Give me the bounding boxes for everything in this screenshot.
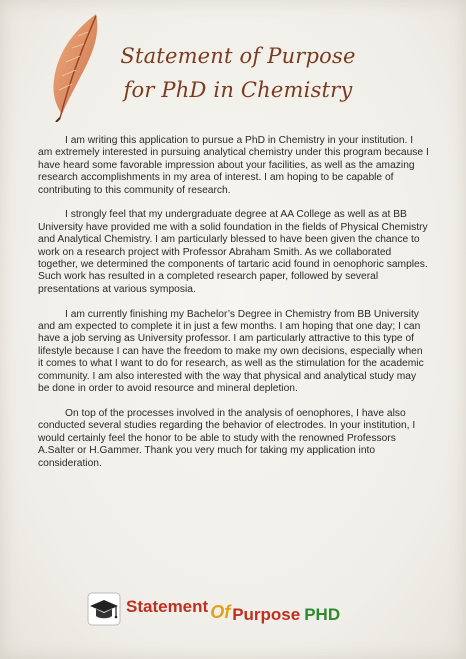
logo-word-of: Of <box>210 602 231 622</box>
logo-wordmark <box>126 596 341 624</box>
paragraph: On top of the processes involved in the analysis of oenophores, I have also conducted several studies regarding the behavior of electrodes. In your institution, I would certainly feel the honor to be able to study with the renowned Professors A.Salter or H.Gammer. Thank you very much for taking my application into consideration. <box>38 407 416 469</box>
graduation-cap-icon <box>86 591 122 627</box>
paragraph: I strongly feel that my undergraduate degree at AA College as well as at BB University have provided me with a solid foundation in the fields of Physical Chemistry and Analytical Chemistry. I am particularly blessed to have been given the chance to work on a research project with Professor Abraham Smith. As we collaborated together, we determined the components of tartaric acid found in oenophoric samples. Such work has resulted in a completed research paper, followed by several presentations at various symposia. <box>38 209 428 295</box>
document-title-line2: for PhD in Chemistry <box>123 78 353 102</box>
logo-word-purpose: Purpose <box>232 605 301 624</box>
paragraph: I am currently finishing my Bachelor’s Degree in Chemistry from BB University and am expected to complete it in just a few months. I am hoping that one day; I can have a job serving as University professor. I am particularly attractive to this type of lifestyle because I can have the freedom to make my own decisions, especially when it comes to what I want to do for research, as well as the stimulation for the academic community. I am also interested with the way that physical and analytical study may be done in order to avoid resource and mineral depletion. <box>38 308 424 395</box>
paragraph: I am writing this application to pursue a PhD in Chemistry in your institution. I am extremely interested in pursuing analytical chemistry under this program because I have heard some favorable impression about your facilities, as well as the amazing research accomplishments in my area of interest. I am hoping to be capable of contributing to this community of research. <box>38 135 429 196</box>
document-title-line1: Statement of Purpose <box>120 44 356 68</box>
logo-word-phd: PHD <box>304 605 341 624</box>
site-logo <box>86 591 396 631</box>
logo-word-statement: Statement <box>126 597 209 616</box>
document-body <box>38 135 430 482</box>
